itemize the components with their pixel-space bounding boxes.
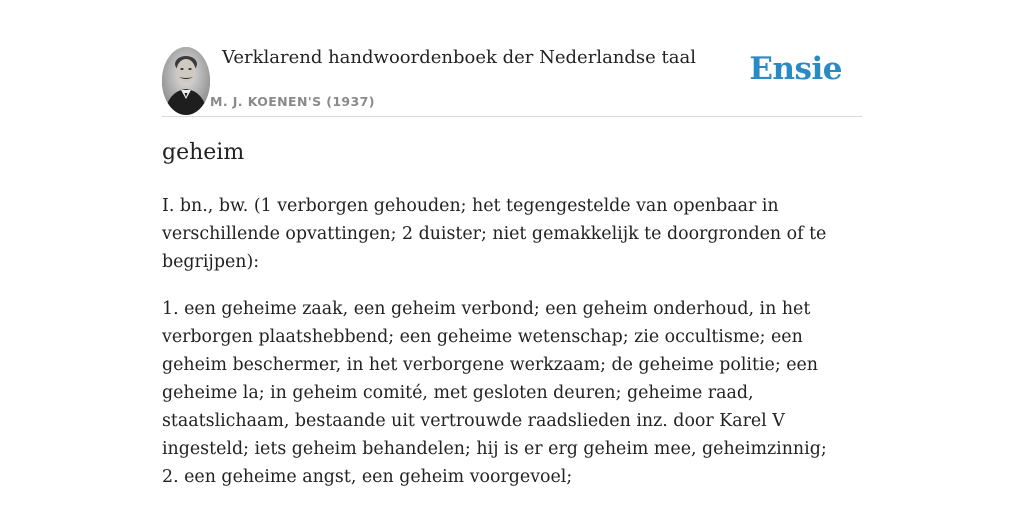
entry-definition (162, 192, 862, 510)
book-title: Verklarend handwoordenboek der Nederlandse taal (222, 47, 696, 68)
entry-sense-2: 2. een geheime angst, een geheim voorgevoel; (162, 467, 573, 487)
entry-sense-1: 1. een geheime zaak, een geheim verbond; een geheim onderhoud, in het verborgen plaatshebbend; een geheime wetenschap; zie occultisme; een geheim beschermer, in het verborgene werkzaam; de geheime politie; een geheime la; in geheim comité, met gesloten deuren; geheime raad, staatslichaam, bestaande uit vertrouwde raadslieden inz. door Karel V ingesteld; iets geheim behandelen; hij is er erg geheim mee, geheimzinnig; (162, 299, 827, 459)
ensie-logo-link[interactable]: Ensie (749, 51, 842, 87)
portrait-photo-icon (162, 47, 210, 115)
dictionary-header (162, 44, 862, 117)
author-portrait (162, 47, 210, 115)
author-label: M. J. KOENEN'S (1937) (210, 94, 375, 109)
entry-intro: I. bn., bw. (1 verborgen gehouden; het tegengestelde van openbaar in verschillende opvattingen; 2 duister; niet gemakkelijk te doorgronden of te begrijpen): (162, 196, 827, 272)
entry-senses (162, 295, 862, 491)
entry-headword: geheim (162, 140, 245, 165)
